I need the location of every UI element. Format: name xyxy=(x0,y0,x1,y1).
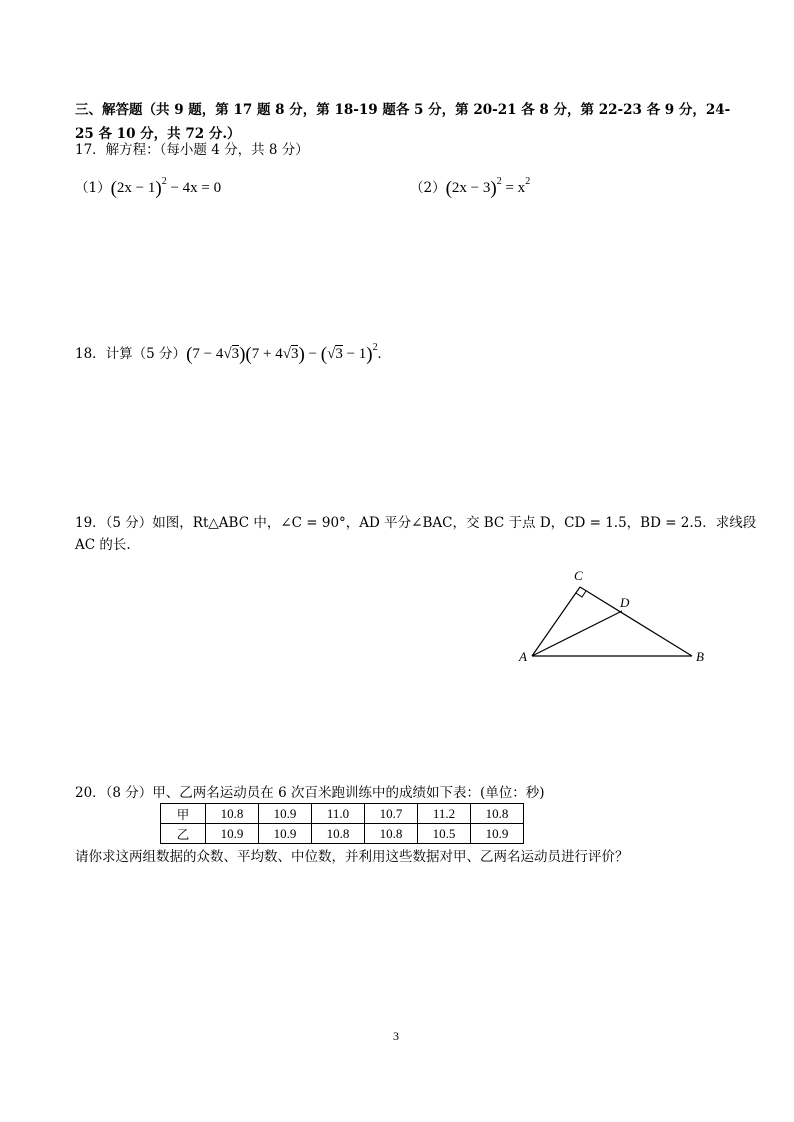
q20-question: 请你求这两组数据的众数、平均数、中位数，并利用这些数据对甲、乙两名运动员进行评价？ xyxy=(75,849,629,865)
q17-part1 xyxy=(75,172,221,199)
table-cell: 11.0 xyxy=(312,804,365,824)
table-cell: 10.8 xyxy=(471,804,524,824)
table-cell: 10.9 xyxy=(259,804,312,824)
q17-part1-equation: $(2x - 1)^2 - 4x = 0$ xyxy=(110,176,222,199)
q18-exponent: 2 xyxy=(372,342,378,353)
q19-line2: AC 的长. xyxy=(75,537,131,553)
q18-sqrt-1: √3 xyxy=(223,346,240,362)
q17-part2-inner: 2x − 3 xyxy=(451,180,491,196)
q17-title: 17．解方程：（每小题 4 分，共 8 分） xyxy=(75,142,309,158)
q17-part2-rhs-exponent: 2 xyxy=(525,176,531,187)
q17-part1-rest: − 4x = 0 xyxy=(166,180,222,196)
table-cell: 10.9 xyxy=(259,824,312,844)
segment-cb xyxy=(580,587,692,656)
segment-ad xyxy=(532,611,622,656)
q17-part2-label: （2） xyxy=(410,180,446,196)
score-table xyxy=(160,803,524,844)
q17-part2-exponent: 2 xyxy=(496,176,502,187)
table-row xyxy=(161,804,524,824)
label-b: B xyxy=(696,649,704,664)
label-c: C xyxy=(574,568,583,583)
q18-radicand-3: 3 xyxy=(335,346,343,362)
q17-part2-rhs: = x xyxy=(501,180,526,196)
segment-ac xyxy=(532,587,580,656)
row-name: 甲 xyxy=(161,804,206,824)
label-a: A xyxy=(519,649,527,664)
table-cell: 10.7 xyxy=(365,804,418,824)
table-cell: 11.2 xyxy=(418,804,471,824)
q18-radicand-2: 3 xyxy=(290,346,299,362)
q18 xyxy=(75,338,381,365)
page-number: 3 xyxy=(393,1029,399,1043)
q18-sqrt-3: √3 xyxy=(327,346,343,362)
q18-label: 18．计算（5 分） xyxy=(75,346,187,362)
table-cell: 10.8 xyxy=(312,824,365,844)
q18-minus: − xyxy=(304,346,321,362)
q18-radicand-1: 3 xyxy=(231,346,240,362)
table-cell: 10.5 xyxy=(418,824,471,844)
table-cell: 10.8 xyxy=(365,824,418,844)
row-name: 乙 xyxy=(161,824,206,844)
q20-intro: 20．（8 分）甲、乙两名运动员在 6 次百米跑训练中的成绩如下表：(单位：秒) xyxy=(75,785,545,801)
q17-part1-exponent: 2 xyxy=(161,176,167,187)
q18-factor1-base: 7 − 4 xyxy=(192,346,224,362)
q19-triangle-figure xyxy=(510,565,720,670)
q18-sqrt-2: √3 xyxy=(282,346,299,362)
table-cell: 10.9 xyxy=(206,824,259,844)
table-cell: 10.9 xyxy=(471,824,524,844)
q18-expression: $(7 - 4√3)(7 + 4√3) - (√3 - 1)^2$. xyxy=(186,342,382,365)
q19-line1: 19．（5 分）如图，Rt△ABC 中，∠C = 90°，AD 平分∠BAC，交 BC 于点 D，CD = 1.5，BD = 2.5．求线段 xyxy=(75,515,757,531)
table-row xyxy=(161,824,524,844)
q18-end: . xyxy=(377,346,382,362)
label-d: D xyxy=(620,595,630,610)
q17-part2 xyxy=(410,172,530,199)
right-angle-mark xyxy=(576,591,586,597)
q17-part2-equation: $(2x - 3)^2 = x^2$ xyxy=(445,176,531,199)
section-header: 三、解答题（共 9 题，第 17 题 8 分，第 18-19 题各 5 分，第 20-21 各 8 分，第 22-23 各 9 分，24-25 各 10 分，共 72 分.） xyxy=(75,102,731,142)
table-cell: 10.8 xyxy=(206,804,259,824)
q17-part1-inner: 2x − 1 xyxy=(116,180,156,196)
q17-part1-label: （1） xyxy=(75,180,111,196)
score-table-body xyxy=(161,804,524,844)
q18-factor3-rest: − 1 xyxy=(342,346,367,362)
q18-factor2-base: 7 + 4 xyxy=(251,346,283,362)
